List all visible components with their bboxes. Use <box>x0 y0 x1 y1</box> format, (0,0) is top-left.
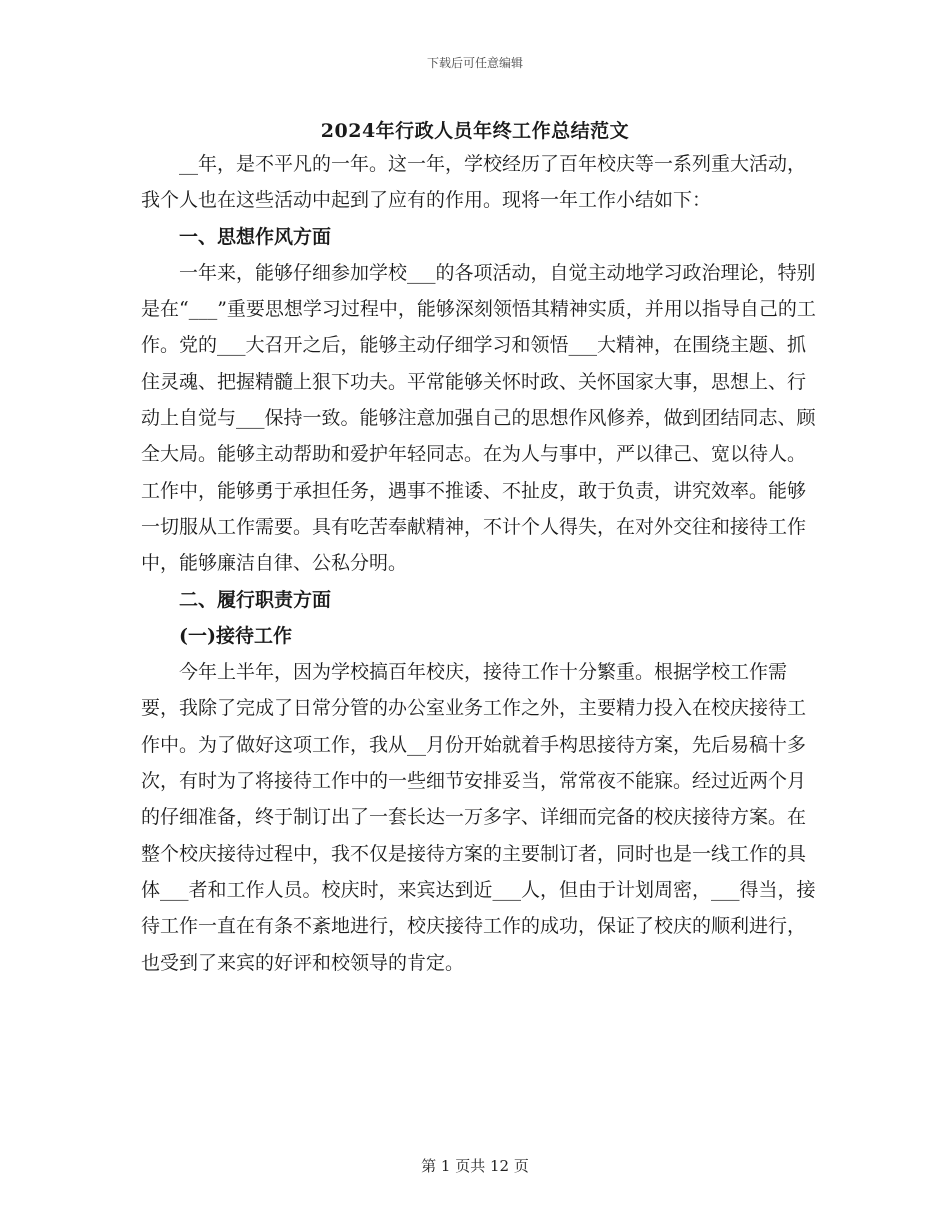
intro-paragraph: __年，是不平凡的一年。这一年，学校经历了百年校庆等一系列重大活动，我个人也在这些活动中起到了应有的作用。现将一年工作小结如下： <box>141 153 807 212</box>
document-title: 2024年行政人员年终工作总结范文 <box>320 120 630 142</box>
subsection-heading-reception: (一)接待工作 <box>179 624 292 647</box>
section-heading-ideology: 一、思想作风方面 <box>179 225 332 248</box>
section-heading-duties: 二、履行职责方面 <box>179 588 332 611</box>
page-number: 第 1 页共 12 页 <box>421 1157 529 1175</box>
section-paragraph-ideology: 一年来，能够仔细参加学校___的各项活动，自觉主动地学习政治理论，特别是在“___”重要思想学习过程中，能够深刻领悟其精神实质，并用以指导自己的工作。党的___大召开之后，能够主动仔细学习和领悟___大精神，在围绕主题、抓住灵魂、把握精髓上狠下功夫。平常能够关怀时政、关怀国家大事，思想上、行动上自觉与___保持一致。能够注意加强自己的思想作风修养，做到团结同志、顾全大局。能够主动帮助和爱护年轻同志。在为人与事中，严以律己、宽以待人。工作中，能够勇于承担任务，遇事不推诿、不扯皮，敢于负责，讲究效率。能够一切服从工作需要。具有吃苦奉献精神，不计个人得失，在对外交往和接待工作中，能够廉洁自律、公私分明。 <box>141 261 816 575</box>
page-header-note: 下载后可任意编辑 <box>426 56 523 70</box>
subsection-paragraph-reception: 今年上半年，因为学校搞百年校庆，接待工作十分繁重。根据学校工作需要，我除了完成了日常分管的办公室业务工作之外，主要精力投入在校庆接待工作中。为了做好这项工作，我从__月份开始就着手构思接待方案，先后易稿十多次，有时为了将接待工作中的一些细节安排妥当，常常夜不能寐。经过近两个月的仔细准备，终于制订出了一套长达一万多字、详细而完备的校庆接待方案。在整个校庆接待过程中，我不仅是接待方案的主要制订者，同时也是一线工作的具体___者和工作人员。校庆时，来宾达到近___人，但由于计划周密，___得当，接待工作一直在有条不紊地进行，校庆接待工作的成功，保证了校庆的顺利进行，也受到了来宾的好评和校领导的肯定。 <box>141 661 816 974</box>
document-body <box>141 146 821 981</box>
